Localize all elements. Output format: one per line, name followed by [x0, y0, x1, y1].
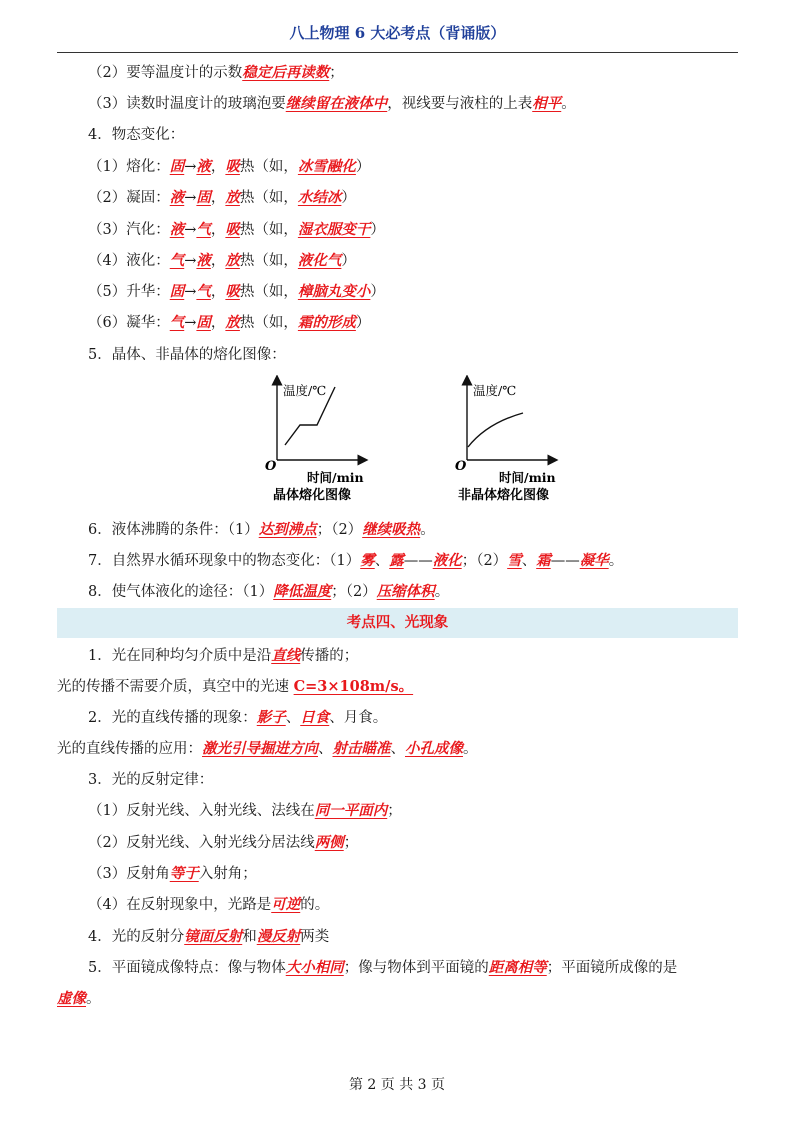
- reflection-rule-3: （3）反射角等于入射角；: [88, 865, 257, 882]
- state-melting: （1）熔化：固→液，吸热（如，冰雪融化）: [88, 158, 371, 175]
- crystal-origin: O: [265, 459, 277, 474]
- thermometer-rule-3: （3）读数时温度计的玻璃泡要继续留在液体中，视线要与液柱的上表相平。: [88, 95, 576, 112]
- reflection-rule-1: （1）反射光线、入射光线、法线在同一平面内；: [88, 802, 402, 819]
- state-change-heading: 4．物态变化：: [88, 127, 185, 143]
- header-divider: [57, 52, 738, 53]
- state-solidification: （2）凝固：液→固，放热（如，水结冰）: [88, 189, 356, 206]
- amorphous-origin: O: [455, 459, 467, 474]
- light-phenomena: 2．光的直线传播的现象：影子、日食、月食。: [88, 709, 388, 726]
- amorphous-ylabel: 温度/℃: [473, 383, 517, 398]
- reflection-rule-2: （2）反射光线、入射光线分居法线两侧；: [88, 834, 359, 851]
- crystal-xlabel: 时间/min: [307, 470, 364, 485]
- amorphous-curve: [468, 413, 523, 447]
- reflection-law-heading: 3．光的反射定律：: [88, 772, 214, 788]
- light-applications: 光的直线传播的应用：激光引导掘进方向、射击瞄准、小孔成像。: [57, 740, 478, 757]
- state-vaporization: （3）汽化：液→气，吸热（如，湿衣服变干）: [88, 221, 385, 238]
- page-footer: 第 2 页 共 3 页: [348, 1077, 446, 1093]
- melting-graphs: [255, 375, 585, 510]
- crystal-caption: 晶体熔化图像: [273, 488, 352, 503]
- liquefaction-methods: 8．使气体液化的途径：（1）降低温度；（2）压缩体积。: [88, 583, 450, 600]
- state-sublimation: （5）升华：固→气，吸热（如，樟脑丸变小）: [88, 283, 385, 300]
- reflection-types: 4．光的反射分镜面反射和漫反射两类: [88, 928, 330, 945]
- amorphous-caption: 非晶体熔化图像: [458, 488, 550, 503]
- plane-mirror-features: 5．平面镜成像特点：像与物体大小相同；像与物体到平面镜的距离相等；平面镜所成像的是: [88, 959, 678, 976]
- section-title-light: 考点四、光现象: [57, 608, 738, 638]
- light-speed: 光的传播不需要介质，真空中的光速 C=3×108m/s。: [57, 678, 414, 695]
- water-cycle: 7．自然界水循环现象中的物态变化：（1）雾、露——液化；（2）雪、霜——凝华。: [88, 552, 624, 569]
- reflection-rule-4: （4）在反射现象中，光路是可逆的。: [88, 896, 330, 913]
- crystal-ylabel: 温度/℃: [283, 383, 327, 398]
- state-deposition: （6）凝华：气→固，放热（如，霜的形成）: [88, 314, 371, 331]
- state-liquefaction: （4）液化：气→液，放热（如，液化气）: [88, 252, 356, 269]
- plane-mirror-virtual-image: 虚像。: [57, 990, 101, 1007]
- light-straight-line: 1．光在同种均匀介质中是沿直线传播的；: [88, 647, 359, 664]
- page-header-title: 八上物理 6 大必考点（背诵版）: [289, 24, 506, 42]
- melting-graph-heading: 5．晶体、非晶体的熔化图像：: [88, 347, 286, 363]
- thermometer-rule-2: （2）要等温度计的示数稳定后再读数；: [88, 64, 344, 81]
- amorphous-melting-graph: [455, 380, 556, 503]
- boiling-conditions: 6．液体沸腾的条件：（1）达到沸点；（2）继续吸热。: [88, 521, 435, 538]
- amorphous-xlabel: 时间/min: [499, 470, 556, 485]
- crystal-melting-graph: [265, 380, 364, 503]
